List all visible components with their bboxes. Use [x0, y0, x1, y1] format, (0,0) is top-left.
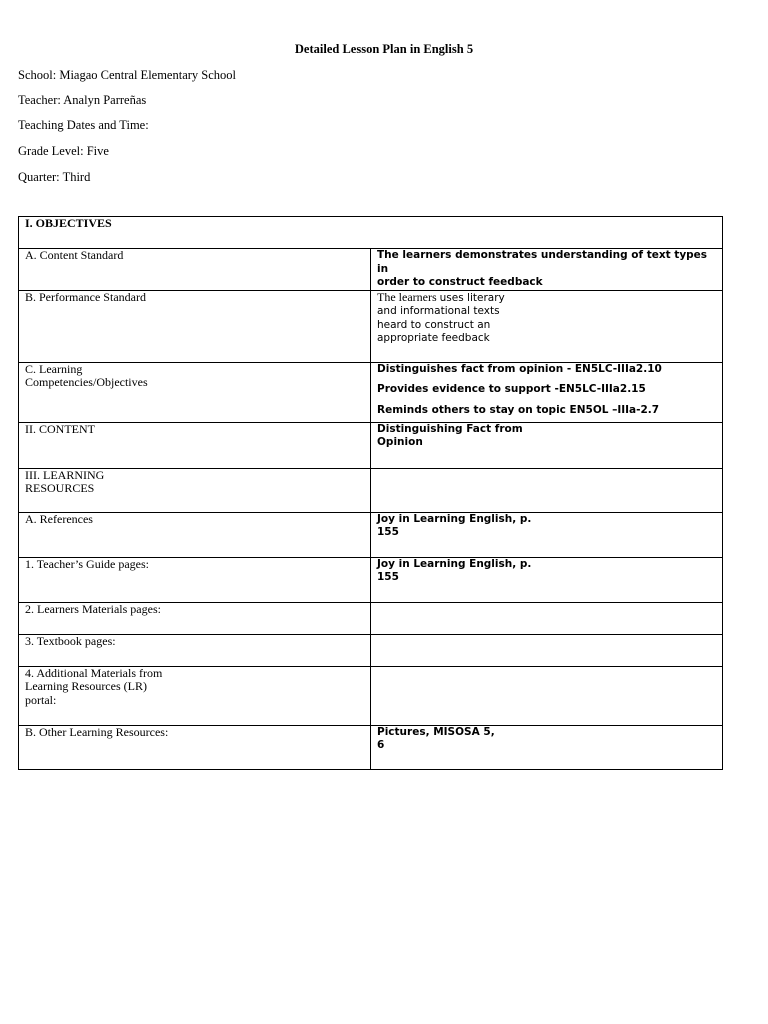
teaching-dates-label: Teaching Dates and Time: — [18, 118, 149, 132]
row-label-other-resources: B. Other Learning Resources: — [19, 725, 371, 769]
objectives-heading: I. OBJECTIVES — [19, 217, 723, 249]
row-label-performance-standard: B. Performance Standard — [19, 290, 371, 362]
competency-item: Distinguishes fact from opinion - EN5LC-IIIa2.10 — [377, 362, 662, 375]
teacher-line — [18, 93, 146, 108]
row-value-content: Distinguishing Fact from Opinion — [371, 422, 723, 468]
teacher-value: Analyn Parreñas — [63, 93, 147, 107]
row-label-references: A. References — [19, 512, 371, 557]
table-row — [19, 634, 723, 666]
row-label-textbook-pages: 3. Textbook pages: — [19, 634, 371, 666]
table-row — [19, 666, 723, 725]
row-value-additional-materials — [371, 666, 723, 725]
document-title: Detailed Lesson Plan in English 5 — [294, 42, 474, 56]
table-row — [19, 422, 723, 468]
row-label-teachers-guide: 1. Teacher’s Guide pages: — [19, 557, 371, 602]
competency-item: Reminds others to stay on topic EN5OL –IIIa-2.7 — [377, 403, 660, 416]
grade-level-label: Grade Level: — [18, 144, 84, 158]
row-label-learners-materials: 2. Learners Materials pages: — [19, 602, 371, 634]
row-label-learning-resources: III. LEARNING RESOURCES — [19, 468, 371, 512]
school-label: School: — [18, 68, 57, 82]
row-label-content-standard: A. Content Standard — [19, 249, 371, 291]
row-value-learners-materials — [371, 602, 723, 634]
row-value-other-resources: Pictures, MISOSA 5, 6 — [371, 725, 723, 769]
table-row — [19, 602, 723, 634]
table-row — [19, 512, 723, 557]
row-value-textbook-pages — [371, 634, 723, 666]
row-value-learning-resources — [371, 468, 723, 512]
row-label-learning-competencies: C. Learning Competencies/Objectives — [19, 362, 371, 422]
row-label-additional-materials: 4. Additional Materials from Learning Resources (LR) portal: — [19, 666, 371, 725]
row-value-content-standard: The learners demonstrates understanding of text types in order to construct feedback — [371, 249, 723, 291]
competency-item: Provides evidence to support -EN5LC-IIIa2.15 — [377, 383, 646, 395]
performance-prefix: The learners — [377, 289, 440, 304]
quarter-label: Quarter: — [18, 170, 60, 184]
school-value: Miagao Central Elementary School — [59, 68, 237, 82]
table-row — [19, 557, 723, 602]
grade-level-line — [18, 144, 109, 159]
row-label-content: II. CONTENT — [19, 422, 371, 468]
objectives-heading-row — [19, 217, 723, 249]
table-row — [19, 249, 723, 291]
table-row — [19, 468, 723, 512]
teacher-label: Teacher: — [18, 93, 61, 107]
table-row — [19, 362, 723, 422]
teaching-dates-line — [18, 118, 149, 133]
table-row — [19, 725, 723, 769]
row-value-teachers-guide: Joy in Learning English, p. 155 — [371, 557, 723, 602]
lesson-plan-table — [18, 216, 723, 770]
grade-level-value: Five — [86, 144, 109, 158]
quarter-value: Third — [62, 170, 91, 184]
row-value-learning-competencies — [371, 362, 723, 422]
school-line — [18, 68, 236, 83]
row-value-performance-standard — [371, 290, 723, 362]
table-row — [19, 290, 723, 362]
quarter-line — [18, 170, 90, 185]
performance-rest: uses literary and informational texts heard to construct an appropriate feedback — [377, 291, 505, 344]
row-value-references: Joy in Learning English, p. 155 — [371, 512, 723, 557]
